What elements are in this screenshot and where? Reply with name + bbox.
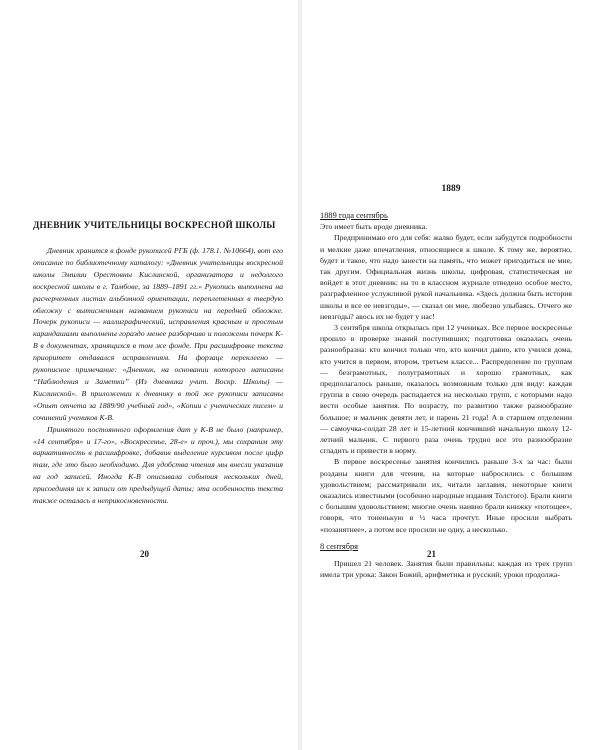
note-paragraph: Дневник хранится в фонде рукописей РГБ (ф. 178.1. №10664), вот его описание по библиотечному каталогу: «Дневник учительницы воскресной школы Эмилии Орестовны Кислинской, организатора и недолгого воскресной школы в г. Тамбове, за 1889–1891 гг.» Рукопись выполнена на расчерченных листах альбомной ориентации, переплетенных в твердую обложку с вытисненным названием рукописи на передней обложке. Почерк рукописи — каллиграфический, исправления красным и простым карандашами выполнены гораздо менее разборчиво и положены почерк К-В в документах, хранящихся в том же фонде. При расшифровке текста приоритет отдавался исправлениям. На форзаце переклеено — рукописное примечание: «Дневник, на основании которого написаны “Наблюдения и Заметки” (Из дневника учит. Воскр. Школы) — Кислинской». В приложении к дневнику в той же рукописи записаны «Опыт отчета за 1889/90 учебный год», «Копии с ученических писем» и сочинений учеников К-В. xyxy=(33,246,283,422)
diary-paragraph: В первое воскресенье занятия кончились раньше 3-х за час: были розданы книги для чтения, на которые набросились с большим удовольствием; рассматривали их, читали заглавия, некоторые книги оказались известными (особенно народные издания Толстого). Брали книги с большим удовольствием; многие очень наивно брали книжку «потощее», говоря, что тоненькую в ½ часа прочтут. Иные просили выбрать «позанятнее», а потом все просили не одну, а несколько. xyxy=(320,457,572,534)
right-page xyxy=(302,0,600,750)
year-header: 1889 xyxy=(441,184,461,194)
chapter-title: ДНЕВНИК УЧИТЕЛЬНИЦЫ ВОСКРЕСНОЙ ШКОЛЫ xyxy=(33,220,276,230)
diary-paragraph: Предпринимаю его для себя: жалко будет, если забудутся подробности и мелкие даже впечатления, относящиеся к школе. К тому же, вероятно, будет и такое, что надо занести на память, что может пригодиться не мне, так другим. Официальная жизнь школы, цифровая, статистическая не войдет в этот дневник: на то в классном журнале отведено особое место, разграфленное услужливой рукой начальника. «Здесь должна быть история школы и все ее невзгоды», — сказал он мне, любезно улыбаясь. Отчего же невзгоды? авось их не будет у нас! xyxy=(320,233,572,321)
diary-paragraph: 3 сентября школа открылась при 12 учениках. Все первое воскресенье прошло в проверке знаний поступивших; подготовка оказалась очень разнообразна: кто кончил только что, кто кончил давно, кто учился дома, кто учится в первом, втором, третьем классе... Распределение по группам — безграмотных, полуграмотных и хорошо грамотных, как предполагалось раньше, оказалось возможным только для виду: каждая группа в свою очередь распадается на несколько групп, с которыми надо вести особые занятия. По возрасту, по развитию также разнообразие большое; и мальчик девяти лет, и парень 21 года! А в старшем отделении — самоучка-солдат 28 лет и 15-летний кончивший начальную школу 12-летний мальчик. С первого раза очень трудно все это разнообразие сгладить и привести в норму. xyxy=(320,323,572,456)
entry-date: 8 сентября xyxy=(320,541,359,551)
editorial-note xyxy=(33,245,283,507)
diary-paragraph: Пришел 21 человек. Занятия были правильны: каждая из трех групп имела три урока: Закон Божий, арифметика и русский; уроки продолжа- xyxy=(320,559,572,580)
left-page xyxy=(0,0,298,750)
note-paragraph: Принятого постоянного оформления дат у К-В не было (например, «14 сентября» и 17-го», «Воскресенье, 28-е» и проч.), мы сохраним эту вариативность в расшифровке, добавив выделение курсивом после цифр там, где это было необходимо. Для удобства чтения мы внесли указания на год записей. Иногда К-В описывала события нескольких дней, присоединяя их к записи от предыдущей даты; эта особенность текста также осталась в неприкосновенности. xyxy=(33,424,283,506)
page-number: 21 xyxy=(427,549,436,559)
diary-paragraph: Это имеет быть вроде дневника. xyxy=(320,222,428,232)
diary-text xyxy=(320,210,572,581)
entry-date: 1889 года сентябрь xyxy=(320,211,388,220)
page-number: 20 xyxy=(140,549,149,559)
